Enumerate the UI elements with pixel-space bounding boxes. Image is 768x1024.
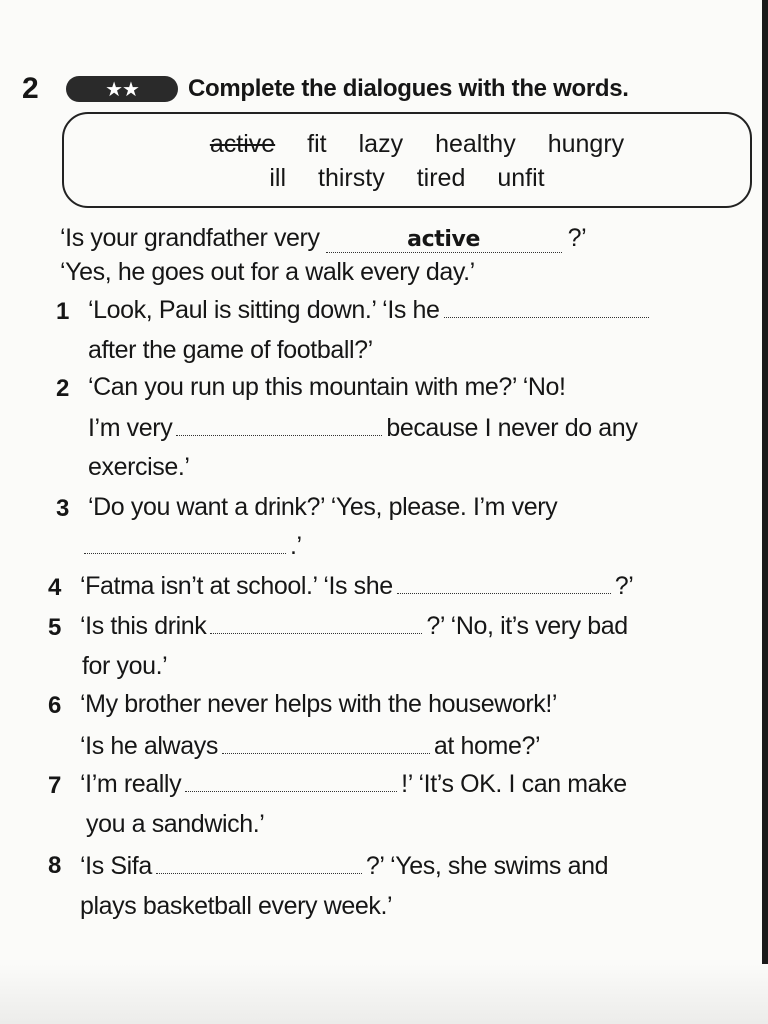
example-text: ‘Is your grandfather very bbox=[60, 224, 320, 252]
item-number-3: 3 bbox=[56, 495, 70, 522]
item-7-line-1 bbox=[80, 770, 627, 799]
item-6-text-b: at home?’ bbox=[433, 732, 541, 760]
item-5-line-2: for you.’ bbox=[82, 652, 168, 680]
item-5-line-1 bbox=[80, 612, 628, 641]
instruction: Complete the dialogues with the words. bbox=[188, 75, 629, 102]
item-number-2: 2 bbox=[56, 375, 70, 402]
item-1-blank[interactable] bbox=[444, 316, 649, 318]
item-2-text-a: I’m very bbox=[88, 414, 173, 442]
item-8-text-b: ?’ ‘Yes, she swims and bbox=[365, 852, 609, 880]
word-thirsty: thirsty bbox=[318, 164, 385, 192]
item-6-text-a: ‘Is he always bbox=[80, 732, 218, 760]
word-lazy: lazy bbox=[358, 130, 404, 158]
item-4-blank[interactable] bbox=[397, 592, 611, 594]
word-hungry: hungry bbox=[547, 130, 625, 158]
item-7-text-b: !’ ‘It’s OK. I can make bbox=[401, 770, 627, 798]
item-number-7: 7 bbox=[48, 772, 62, 799]
word-row-2 bbox=[64, 164, 750, 193]
item-number-1: 1 bbox=[56, 298, 70, 325]
item-4-line bbox=[80, 572, 633, 601]
word-fit: fit bbox=[307, 130, 327, 158]
item-6-line-2 bbox=[80, 732, 540, 761]
page-edge bbox=[762, 0, 768, 1024]
item-3-line-2 bbox=[84, 532, 302, 561]
item-1-line-2: after the game of football?’ bbox=[88, 336, 373, 364]
item-8-line-2: plays basketball every week.’ bbox=[80, 892, 393, 920]
word-healthy: healthy bbox=[435, 130, 516, 158]
item-8-text-a: ‘Is Sifa bbox=[80, 852, 152, 880]
item-7-line-2: you a sandwich.’ bbox=[86, 810, 265, 838]
exercise-number: 2 bbox=[22, 72, 39, 105]
item-8-blank[interactable] bbox=[156, 872, 362, 874]
word-active: active bbox=[209, 130, 276, 158]
exercise-header bbox=[22, 72, 629, 106]
item-5-blank[interactable] bbox=[210, 632, 422, 634]
item-4-text: ‘Fatma isn’t at school.’ ‘Is she bbox=[80, 572, 393, 600]
item-3-line-1: ‘Do you want a drink?’ ‘Yes, please. I’m very bbox=[88, 493, 558, 521]
item-number-8: 8 bbox=[48, 852, 62, 879]
item-2-text-b: because I never do any bbox=[386, 414, 638, 442]
example-line-1 bbox=[60, 224, 586, 253]
item-1-line-1 bbox=[88, 296, 653, 325]
item-2-blank[interactable] bbox=[176, 434, 382, 436]
item-number-5: 5 bbox=[48, 614, 62, 641]
item-2-line-2 bbox=[88, 414, 637, 443]
word-box bbox=[62, 112, 752, 208]
word-row-1 bbox=[64, 130, 750, 159]
item-2-line-1: ‘Can you run up this mountain with me?’ ‘No! bbox=[88, 373, 566, 401]
item-number-6: 6 bbox=[48, 692, 62, 719]
item-1-text: ‘Look, Paul is sitting down.’ ‘Is he bbox=[88, 296, 440, 324]
bottom-shade bbox=[0, 964, 768, 1024]
item-6-blank[interactable] bbox=[222, 752, 430, 754]
difficulty-stars-badge: ★★ bbox=[66, 76, 178, 102]
item-number-4: 4 bbox=[48, 574, 62, 601]
item-3-end: .’ bbox=[290, 532, 302, 560]
example-answer: active bbox=[326, 228, 562, 253]
item-7-text-a: ‘I’m really bbox=[80, 770, 182, 798]
word-tired: tired bbox=[416, 164, 466, 192]
item-5-text-a: ‘Is this drink bbox=[80, 612, 207, 640]
item-5-text-b: ?’ ‘No, it’s very bad bbox=[426, 612, 628, 640]
example-end: ?’ bbox=[567, 224, 587, 252]
word-unfit: unfit bbox=[497, 164, 545, 192]
item-8-line-1 bbox=[80, 852, 608, 881]
item-7-blank[interactable] bbox=[185, 790, 397, 792]
example-line-2: ‘Yes, he goes out for a walk every day.’ bbox=[60, 258, 475, 286]
item-6-line-1: ‘My brother never helps with the housework!’ bbox=[80, 690, 558, 718]
word-ill: ill bbox=[269, 164, 287, 192]
item-3-blank[interactable] bbox=[84, 552, 286, 554]
item-4-end: ?’ bbox=[614, 572, 634, 600]
item-2-line-3: exercise.’ bbox=[88, 453, 190, 481]
